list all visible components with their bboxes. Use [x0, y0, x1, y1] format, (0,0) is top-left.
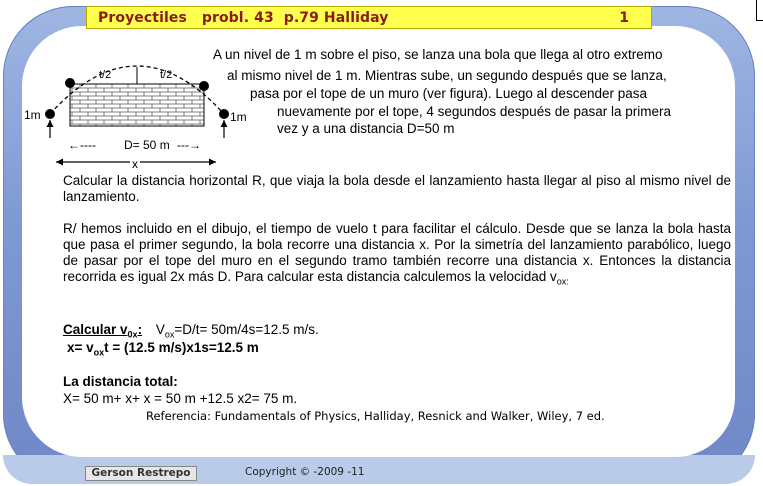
- solution-intro: [63, 221, 731, 290]
- corner-mark: [756, 0, 763, 21]
- brick-wall: [70, 84, 204, 126]
- x-result-line: $x= v_{ox}t = (12.5$ m/s)x1s=12.5 m: [67, 340, 259, 358]
- total-line: X= 50 m+ x+ x = 50 m +12.5 x2= 75 m.: [63, 391, 298, 406]
- label-distance: D= 50 m: [124, 138, 170, 152]
- page-title: Proyectiles probl. 43 p.79 Halliday: [98, 10, 389, 26]
- problem-question: Calcular la distancia horizontal R, que viaja la bola desde el lanzamiento hasta llegar al piso al mismo nivel de lanzamiento.: [63, 173, 731, 204]
- label-t-left: t/2: [99, 69, 112, 81]
- ball-launch: [45, 109, 55, 119]
- author-label: Gerson Restrepo: [85, 466, 197, 481]
- copyright-text: Copyright © -2009 -11: [245, 466, 365, 478]
- problem-line-5: vez y a una distancia D=50 m: [277, 121, 455, 136]
- distance-arrow-end: ---→: [177, 138, 201, 152]
- total-heading: La distancia total:: [63, 374, 178, 389]
- label-x: x: [132, 157, 138, 171]
- label-height-right: 1m: [230, 110, 247, 124]
- ball-landing: [219, 109, 229, 119]
- problem-line-2: al mismo nivel de 1 m. Mientras sube, un segundo después que se lanza,: [227, 68, 667, 83]
- solution-intro-text: R/ hemos incluido en el dibujo, el tiempo de vuelo t para facilitar el cálculo. Desde que se lanza la bola hasta que pasa el primer segundo, la bola recorre una distancia x. Por la simetría del lanzamiento parabólico, luego de pasar por el tope del muro en el segundo tramo también recorre una distancia x. Entonces la distancia recorrida es igual 2x más D. Para calcular esta distancia calculemos la velocidad v: [63, 221, 731, 284]
- ball-wall-left: [65, 78, 75, 88]
- reference: Referencia: Fundamentals of Physics, Halliday, Resnick and Walker, Wiley, 7 ed.: [146, 409, 605, 423]
- label-height-left: 1m: [24, 108, 41, 122]
- label-t-right: t/2: [160, 69, 173, 81]
- problem-line-4: nuevamente por el tope, 4 segundos después de pasar la primera: [277, 104, 672, 119]
- page-number: 1: [619, 10, 629, 26]
- solution-intro-sub: ox:: [556, 276, 569, 287]
- ball-wall-right: [199, 81, 209, 91]
- problem-line-1: A un nivel de 1 m sobre el piso, se lanza una bola que llega al otro extremo: [213, 47, 663, 62]
- problem-line-3: pasa por el tope de un muro (ver figura). Luego al descender pasa: [250, 86, 647, 101]
- distance-arrows: ←----: [68, 138, 96, 152]
- title-bar: [86, 6, 652, 29]
- calc-formula: $V_{ox}=D/t= 50m/4s=12.5$ m/s.: [155, 322, 319, 340]
- calc-label: Calcular $v_{0x}$:: [63, 322, 143, 340]
